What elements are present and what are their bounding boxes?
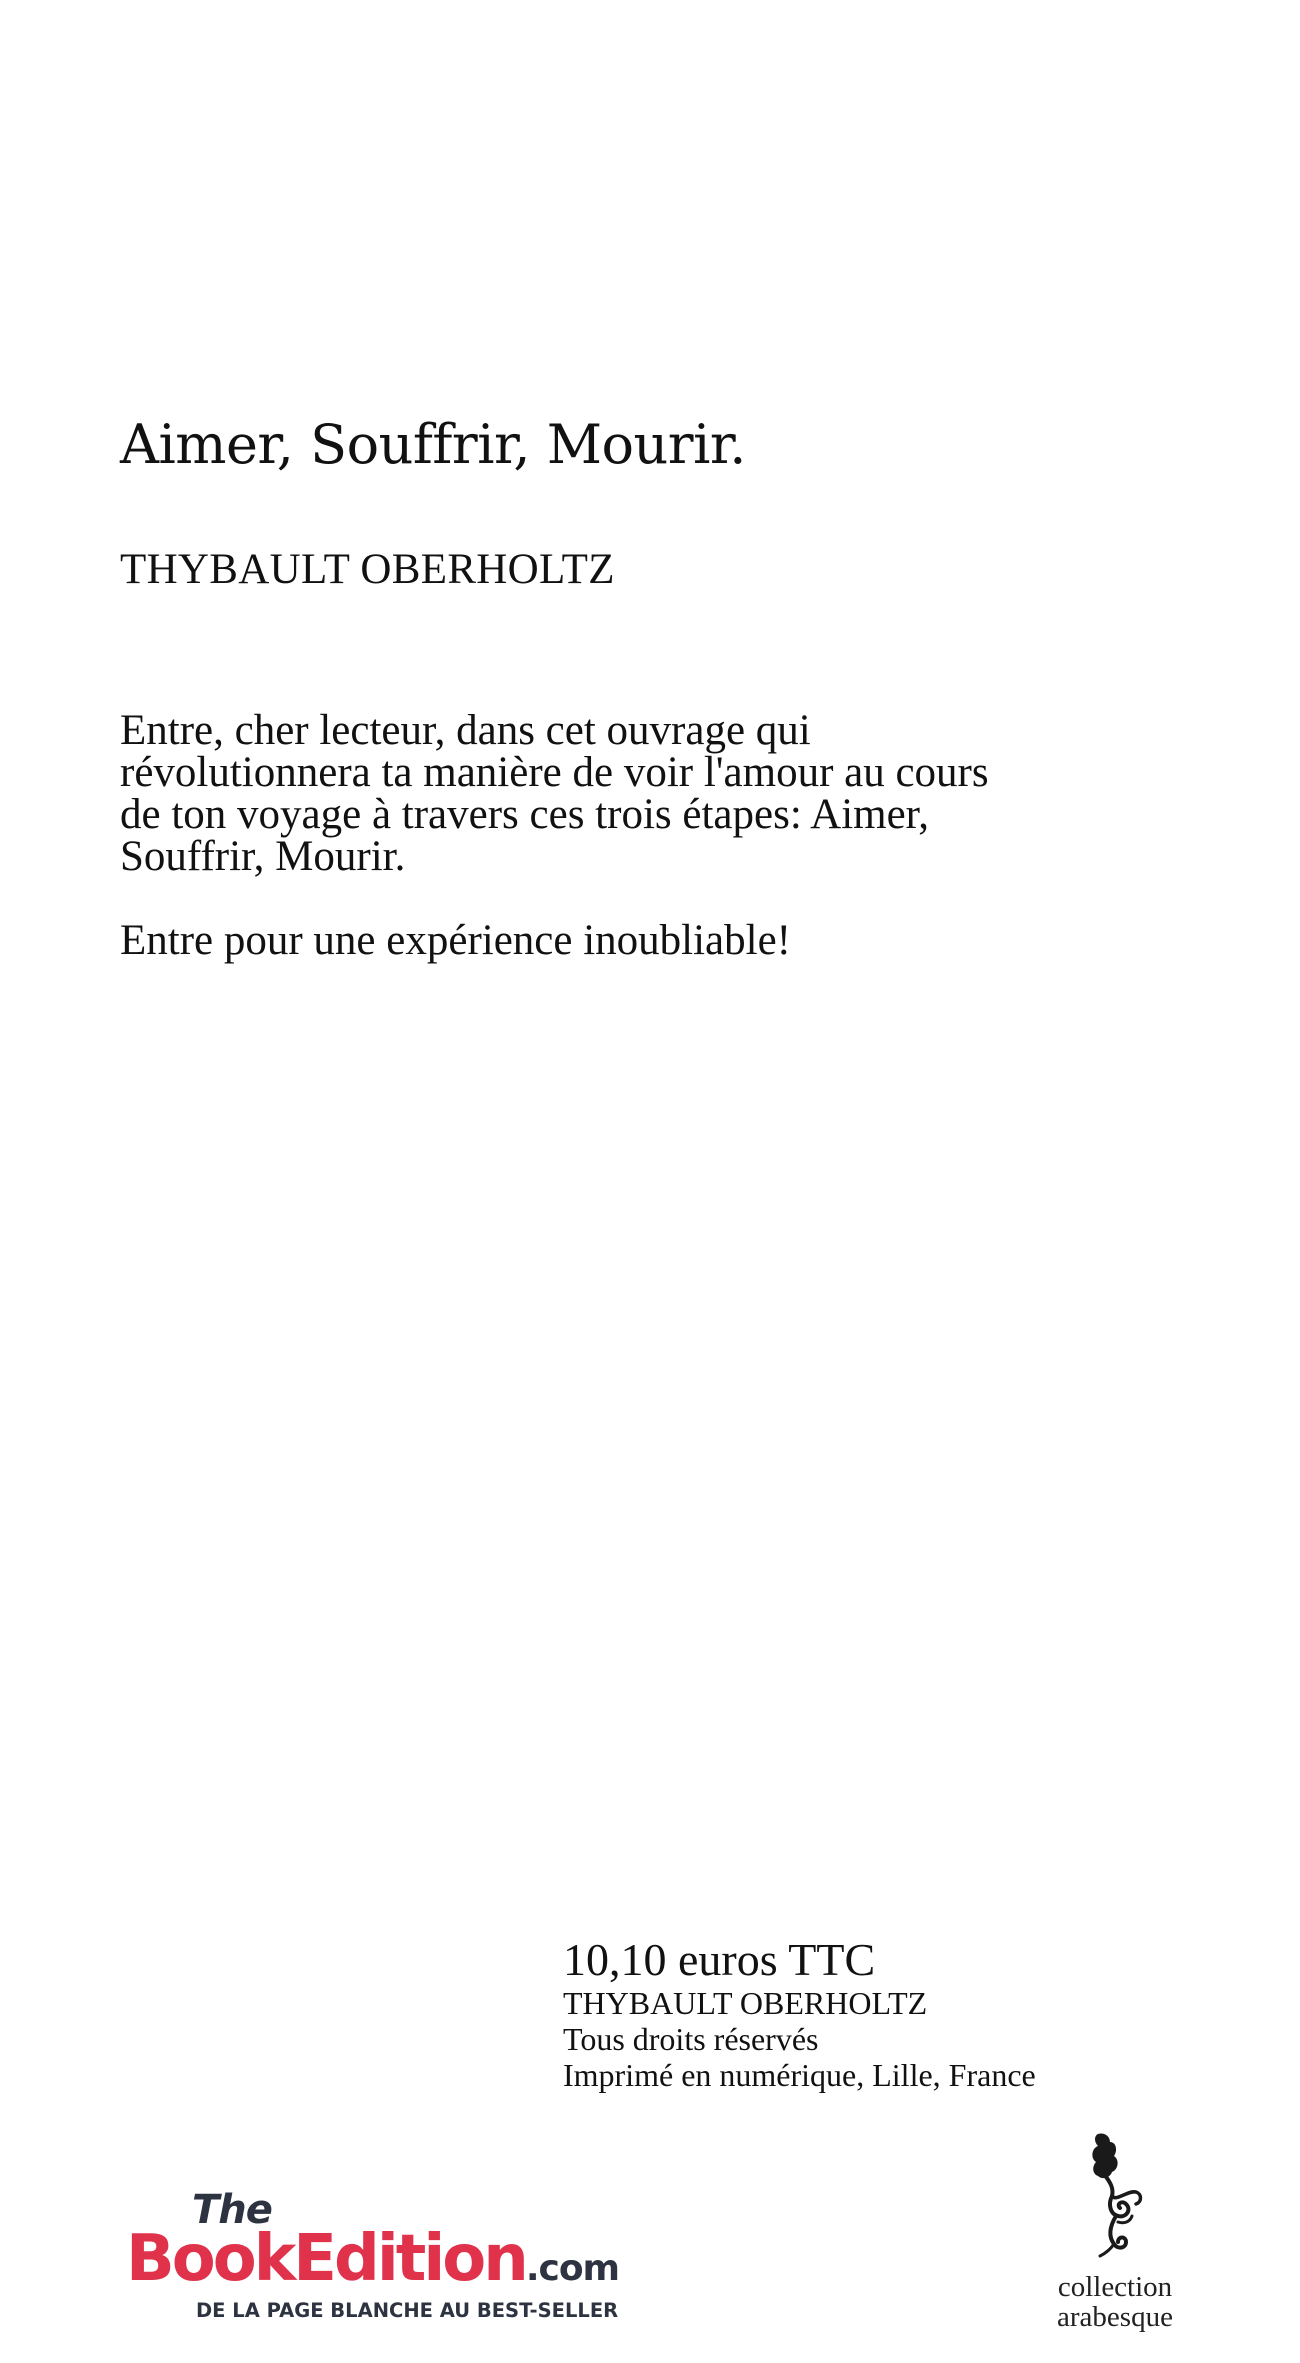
blurb-paragraph: Entre, cher lecteur, dans cet ouvrage qui révolutionnera ta manière de voir l'amour au cours de ton voyage à travers ces trois étapes: Aimer, Souffrir, Mourir. <box>120 707 989 880</box>
logo-wordmark <box>126 2224 619 2304</box>
collection-label <box>1040 2272 1190 2332</box>
printing-notice: Imprimé en numérique, Lille, France <box>563 2057 1036 2093</box>
collection-label-line2: arabesque <box>1057 2301 1173 2333</box>
collection-arabesque-logo <box>1040 2130 1190 2340</box>
arabesque-ornament-icon <box>1080 2130 1150 2262</box>
price: 10,10 euros TTC <box>563 1934 876 1985</box>
colophon <box>563 1935 1183 2093</box>
colophon-author: THYBAULT OBERHOLTZ <box>563 1985 928 2021</box>
rights-notice: Tous droits réservés <box>563 2021 819 2057</box>
blurb-paragraph: Entre pour une expérience inoubliable! <box>120 917 791 964</box>
author-name: THYBAULT OBERHOLTZ <box>120 546 615 593</box>
collection-label-line1: collection <box>1057 2271 1173 2303</box>
back-cover-blurb <box>120 707 1000 964</box>
book-title: Aimer, Souffrir, Mourir. <box>120 413 746 476</box>
logo-tagline: DE LA PAGE BLANCHE AU BEST-SELLER <box>196 2299 619 2322</box>
logo-domain-text: .com <box>525 2248 620 2289</box>
logo-the-text: The <box>192 2187 272 2233</box>
bookedition-logo <box>126 2187 716 2330</box>
logo-brand-text: BookEdition <box>126 2222 526 2296</box>
